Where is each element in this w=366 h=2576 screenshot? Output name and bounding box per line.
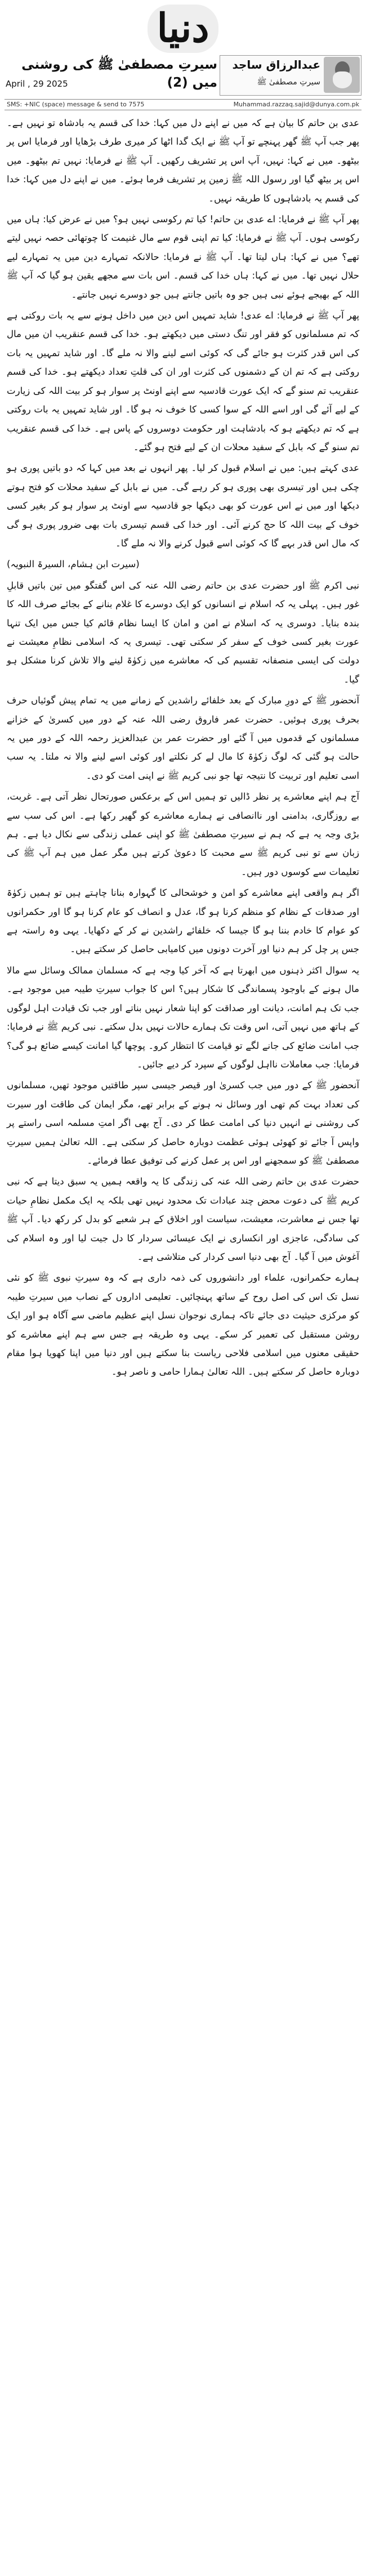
- paragraph: ہمارے حکمرانوں، علماء اور دانشوروں کی ذمہ داری ہے کہ وہ سیرتِ نبوی ﷺ کو نئی نسل تک اس کی اصل روح کے ساتھ پہنچائیں۔ تعلیمی اداروں کے نصاب میں سیرتِ طیبہ کو مرکزی حیثیت دی جائے تاکہ ہماری نوجوان نسل اپنے عظیم ماضی سے آگاہ ہو اور ایک روشن مستقبل کی تعمیر کر سکے۔ یہی وہ طریقہ ہے جس سے ہم اپنے معاشرے کو حقیقی معنوں میں اسلامی فلاحی ریاست بنا سکتے ہیں اور دنیا میں اپنا کھویا ہوا مقام دوبارہ حاصل کر سکتے ہیں۔ اللہ تعالیٰ ہمارا حامی و ناصر ہو۔: [7, 1272, 359, 1377]
- paragraph: حضرت عدی بن حاتم رضی اللہ عنہ کی زندگی کا یہ واقعہ ہمیں یہ سبق دیتا ہے کہ نبی کریم ﷺ کی دعوت محض چند عبادات تک محدود نہیں تھی بلکہ یہ ایک مکمل نظامِ حیات تھا جس نے معاشرت، معیشت، سیاست اور اخلاق کے ہر شعبے کو بدل کر رکھ دیا۔ آپ ﷺ کی سادگی، عاجزی اور انکساری نے ایک عیسائی سردار کا دل جیت لیا اور وہ اسلام کی آغوش میں آ گیا۔ آج بھی دنیا اسی کردار کی متلاشی ہے۔: [7, 1176, 359, 1262]
- avatar-beard-shape: [333, 71, 352, 88]
- newspaper-logo: دنیا: [157, 5, 209, 51]
- masthead: [0, 0, 366, 96]
- paragraph: عدی کہتے ہیں: میں نے اسلام قبول کر لیا۔ پھر انہوں نے بعد میں کہا کہ دو باتیں پوری ہو چکی ہیں اور تیسری بھی پوری ہو کر رہے گی۔ میں نے بابل کے سفید محلات کو فتح ہوتے دیکھا اور میں نے اس عورت کو بھی دیکھا جو قادسیہ سے اونٹ پر سوار ہو کر بغیر کسی خوف کے بیت اللہ کا حج کرنے آئی۔ اور خدا کی قسم تیسری بات بھی ضرور پوری ہو گی کہ مال اس قدر بہے گا کہ کوئی اسے قبول کرنے والا نہ ملے گا۔: [7, 463, 359, 549]
- contact-bar: [5, 99, 361, 110]
- article-body: [7, 114, 359, 1384]
- paragraph: یہ سوال اکثر ذہنوں میں ابھرتا ہے کہ آخر کیا وجہ ہے کہ مسلمان ممالک وسائل سے مالا مال ہونے کے باوجود پسماندگی کا شکار ہیں؟ اس کا جواب سیرتِ طیبہ میں موجود ہے۔ جب تک ہم امانت، دیانت اور صداقت کو اپنا شعار نہیں بناتے اور جب تک قیادت اہل لوگوں کے ہاتھ میں نہیں آتی، اس وقت تک ہمارے حالات نہیں بدل سکتے۔ نبی کریم ﷺ نے فرمایا: جب امانت ضائع کی جانے لگے تو قیامت کا انتظار کرو۔ پوچھا گیا امانت کیسے ضائع ہو گی؟ فرمایا: جب معاملات نااہل لوگوں کے سپرد کر دیے جائیں۔: [7, 964, 359, 1070]
- paragraph: اگر ہم واقعی اپنے معاشرے کو امن و خوشحالی کا گہوارہ بنانا چاہتے ہیں تو ہمیں زکوٰۃ اور صدقات کے نظام کو منظم کرنا ہو گا، عدل و انصاف کو عام کرنا ہو گا اور حکمرانوں کو عوام کا خادم بننا ہو گا جیسا کہ خلفائے راشدین نے کر کے دکھایا۔ یہی وہ راستہ ہے جس پر چل کر ہم دنیا اور آخرت دونوں میں کامیابی حاصل کر سکتے ہیں۔: [7, 887, 359, 955]
- paragraph: پھر آپ ﷺ نے فرمایا: اے عدی! شاید تمہیں اس دین میں داخل ہونے سے یہ بات روکتی ہے کہ تم مسلمانوں کو فقر اور تنگ دستی میں دیکھتے ہو۔ خدا کی قسم عنقریب ان میں مال کی اس قدر کثرت ہو جائے گی کہ کوئی اسے لینے والا نہ ملے گا۔ اور شاید تمہیں یہ بات روکتی ہے کہ تم ان کے دشمنوں کی کثرت اور ان کی قلتِ تعداد دیکھتے ہو۔ خدا کی قسم عنقریب تم سنو گے کہ ایک عورت قادسیہ سے اپنے اونٹ پر سوار ہو کر بیت اللہ کی زیارت کے لیے آئے گی اور اسے اللہ کے سوا کسی کا خوف نہ ہو گا۔ اور شاید تمہیں یہ بات روکتی ہے کہ تم دیکھتے ہو کہ بادشاہت اور حکومت دوسروں کے پاس ہے۔ خدا کی قسم عنقریب تم سنو گے کہ بابل کے سفید محلات ان کے لیے فتح ہو گئے۔: [7, 310, 359, 452]
- paragraph: آج ہم اپنے معاشرے پر نظر ڈالیں تو ہمیں اس کے برعکس صورتحال نظر آتی ہے۔ غربت، بے روزگاری، بدامنی اور ناانصافی نے ہمارے معاشرے کو گھیر رکھا ہے۔ اس کی سب سے بڑی وجہ یہ ہے کہ ہم نے سیرتِ مصطفیٰ ﷺ کو اپنی عملی زندگی سے نکال دیا ہے۔ ہم زبان سے تو نبی کریم ﷺ سے محبت کا دعویٰ کرتے ہیں مگر عمل میں ہم آپ ﷺ کی تعلیمات سے کوسوں دور ہیں۔: [7, 791, 359, 877]
- sms-instructions: SMS: +NIC (space) message & send to 7575: [7, 101, 145, 108]
- paragraph: آنحضور ﷺ کے دور میں جب کسریٰ اور قیصر جیسی سپر طاقتیں موجود تھیں، مسلمانوں کی تعداد بہت کم تھی اور وسائل نہ ہونے کے برابر تھے، مگر ایمان کی طاقت اور سیرت کی روشنی نے انہیں دنیا کی امامت عطا کر دی۔ آج بھی اگر امتِ مسلمہ اسی راستے پر واپس آ جائے تو کھوئی ہوئی عظمت دوبارہ حاصل کر سکتی ہے۔ اللہ تعالیٰ ہمیں سیرتِ مصطفیٰ ﷺ کو سمجھنے اور اس پر عمل کرنے کی توفیق عطا فرمائے۔: [7, 1080, 359, 1166]
- paragraph: آنحضور ﷺ کے دورِ مبارک کے بعد خلفائے راشدین کے زمانے میں یہ تمام پیش گوئیاں حرف بحرف پوری ہوئیں۔ حضرت عمر فاروق رضی اللہ عنہ کے دور میں کسریٰ کے خزانے مسلمانوں کے قدموں میں آ گئے اور حضرت عمر بن عبدالعزیز رحمہ اللہ کے دور میں یہ حالت ہو گئی کہ لوگ زکوٰۃ کا مال لے کر نکلتے اور کوئی اسے لینے والا نہ ملتا۔ یہ سب اسی تعلیم اور تربیت کا نتیجہ تھا جو نبی کریم ﷺ نے اپنی امت کو دی۔: [7, 695, 359, 781]
- author-email[interactable]: Muhammad.razzaq.sajid@dunya.com.pk: [233, 101, 359, 108]
- author-box: [220, 55, 361, 96]
- citation: (سیرت ابن ہشام، السیرۃ النبویہ): [7, 559, 140, 570]
- publish-date: April , 29 2025: [6, 79, 68, 89]
- paragraph: عدی بن حاتم کا بیان ہے کہ میں نے اپنے دل میں کہا: خدا کی قسم یہ بادشاہ تو نہیں ہے۔ پھر جب آپ ﷺ گھر پہنچے تو آپ ﷺ نے ایک گدا اٹھا کر میری طرف بڑھایا اور فرمایا اس پر بیٹھو۔ میں نے کہا: نہیں، آپ اس پر تشریف رکھیں۔ آپ ﷺ نے فرمایا: نہیں تم بیٹھو۔ میں اس پر بیٹھ گیا اور رسول اللہ ﷺ زمین پر تشریف فرما ہوئے۔ میں نے اپنے دل میں کہا: خدا کی قسم یہ بادشاہوں کا طریقہ نہیں۔: [7, 118, 359, 204]
- author-name: عبدالرزاق ساجد: [232, 58, 320, 71]
- paragraph: پھر آپ ﷺ نے فرمایا: اے عدی بن حاتم! کیا تم رکوسی نہیں ہو؟ میں نے عرض کیا: ہاں میں رکوسی ہوں۔ آپ ﷺ نے فرمایا: کیا تم اپنی قوم سے مال غنیمت کا چوتھائی حصہ نہیں لیتے تھے؟ میں نے کہا: ہاں لیتا تھا۔ آپ ﷺ نے فرمایا: حالانکہ تمہارے دین میں یہ تمہارے لیے حلال نہیں تھا۔ میں نے کہا: ہاں خدا کی قسم۔ اس بات سے مجھے یقین ہو گیا کہ آپ ﷺ اللہ کے بھیجے ہوئے نبی ہیں جو وہ باتیں جانتے ہیں جو دوسرے نہیں جانتے۔: [7, 214, 359, 300]
- author-avatar: [324, 57, 360, 93]
- paragraph: نبی اکرم ﷺ اور حضرت عدی بن حاتم رضی اللہ عنہ کی اس گفتگو میں تین باتیں قابلِ غور ہیں۔ پہلی یہ کہ اسلام نے انسانوں کو ایک دوسرے کا غلام بنانے کے بجائے صرف اللہ کا بندہ بنایا۔ دوسری یہ کہ اسلام نے امن و امان کا ایسا نظام قائم کیا جس میں ایک تنہا عورت بغیر کسی خوف کے سفر کر سکتی تھی۔ تیسری یہ کہ اسلامی نظامِ معیشت نے دولت کی ایسی منصفانہ تقسیم کی کہ معاشرے میں زکوٰۃ لینے والا تلاش کرنا مشکل ہو گیا۔: [7, 580, 359, 685]
- article-headline: سیرتِ مصطفیٰ ﷺ کی روشنی میں (2): [21, 57, 217, 90]
- column-title: سیرتِ مصطفیٰ ﷺ: [257, 78, 320, 87]
